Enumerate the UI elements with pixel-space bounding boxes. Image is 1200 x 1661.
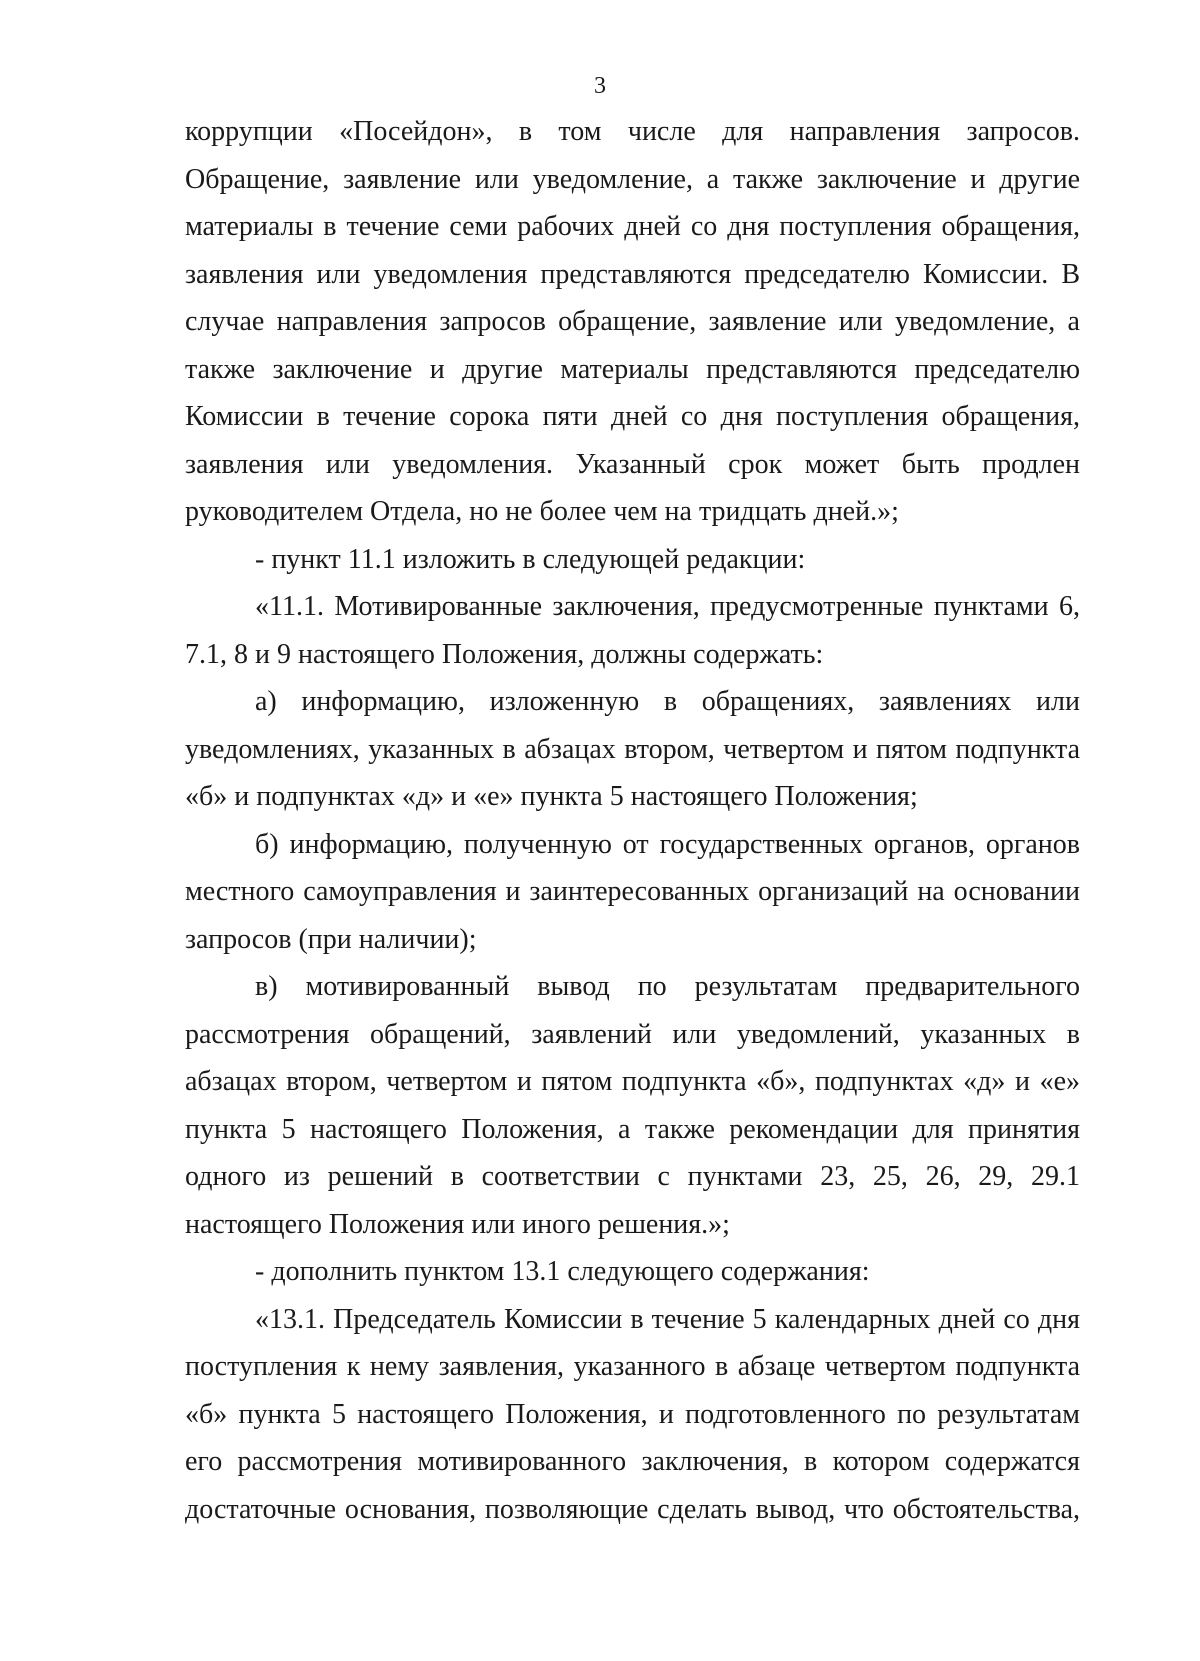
- text-line: коррупции «Посейдон», в том числе для направления запросов.: [185, 116, 1080, 147]
- text-line: «11.1. Мотивированные заключения, предусмотренные пунктами 6,: [255, 591, 1080, 622]
- text-line: Обращение, заявление или уведомление, а также заключение и другие: [185, 163, 1080, 195]
- text-line: в) мотивированный вывод по результатам предварительного: [255, 971, 1080, 1002]
- text-line: рассмотрения обращений, заявлений или уведомлений, указанных в: [185, 1018, 1080, 1050]
- text-line: поступления к нему заявления, указанного в абзаце четвертом подпункта: [185, 1351, 1080, 1382]
- text-line: руководителем Отдела, но не более чем на тридцать дней.»;: [185, 496, 899, 527]
- text-line: «б» пункта 5 настоящего Положения, и подготовленного по результатам: [185, 1398, 1080, 1430]
- text-line: - дополнить пунктом 13.1 следующего содержания:: [255, 1256, 870, 1287]
- text-line: Комиссии в течение сорока пяти дней со дня поступления обращения,: [185, 401, 1080, 432]
- text-line: настоящего Положения или иного решения.»;: [185, 1208, 730, 1240]
- text-line: также заключение и другие материалы представляются председателю: [185, 353, 1080, 385]
- text-line: уведомлениях, указанных в абзацах втором, четвертом и пятом подпункта: [185, 733, 1080, 765]
- text-line: запросов (при наличии);: [185, 923, 477, 955]
- text-line: заявления или уведомления представляются председателю Комиссии. В: [185, 258, 1080, 290]
- text-line: абзацах втором, четвертом и пятом подпункта «б», подпунктах «д» и «е»: [185, 1066, 1080, 1097]
- text-line: местного самоуправления и заинтересованных организаций на основании: [185, 876, 1080, 907]
- text-line: случае направления запросов обращение, заявление или уведомление, а: [185, 306, 1080, 337]
- text-line: 7.1, 8 и 9 настоящего Положения, должны содержать:: [185, 638, 824, 670]
- text-line: достаточные основания, позволяющие сделать вывод, что обстоятельства,: [185, 1493, 1080, 1525]
- text-line: его рассмотрения мотивированного заключения, в котором содержатся: [185, 1446, 1080, 1477]
- text-line: «13.1. Председатель Комиссии в течение 5 календарных дней со дня: [255, 1303, 1080, 1335]
- text-line: материалы в течение семи рабочих дней со дня поступления обращения,: [185, 211, 1080, 242]
- document-body: [185, 108, 1080, 1533]
- text-line: заявления или уведомления. Указанный срок может быть продлен: [185, 448, 1080, 480]
- text-line: «б» и подпунктах «д» и «е» пункта 5 настоящего Положения;: [185, 781, 918, 812]
- page-number: 3: [594, 73, 606, 99]
- text-line: б) информацию, полученную от государственных органов, органов: [255, 828, 1080, 860]
- text-line: одного из решений в соответствии с пунктами 23, 25, 26, 29, 29.1: [185, 1161, 1080, 1192]
- text-line: а) информацию, изложенную в обращениях, заявлениях или: [255, 686, 1080, 717]
- text-line: - пункт 11.1 изложить в следующей редакции:: [255, 543, 806, 575]
- text-line: пункта 5 настоящего Положения, а также рекомендации для принятия: [185, 1113, 1080, 1145]
